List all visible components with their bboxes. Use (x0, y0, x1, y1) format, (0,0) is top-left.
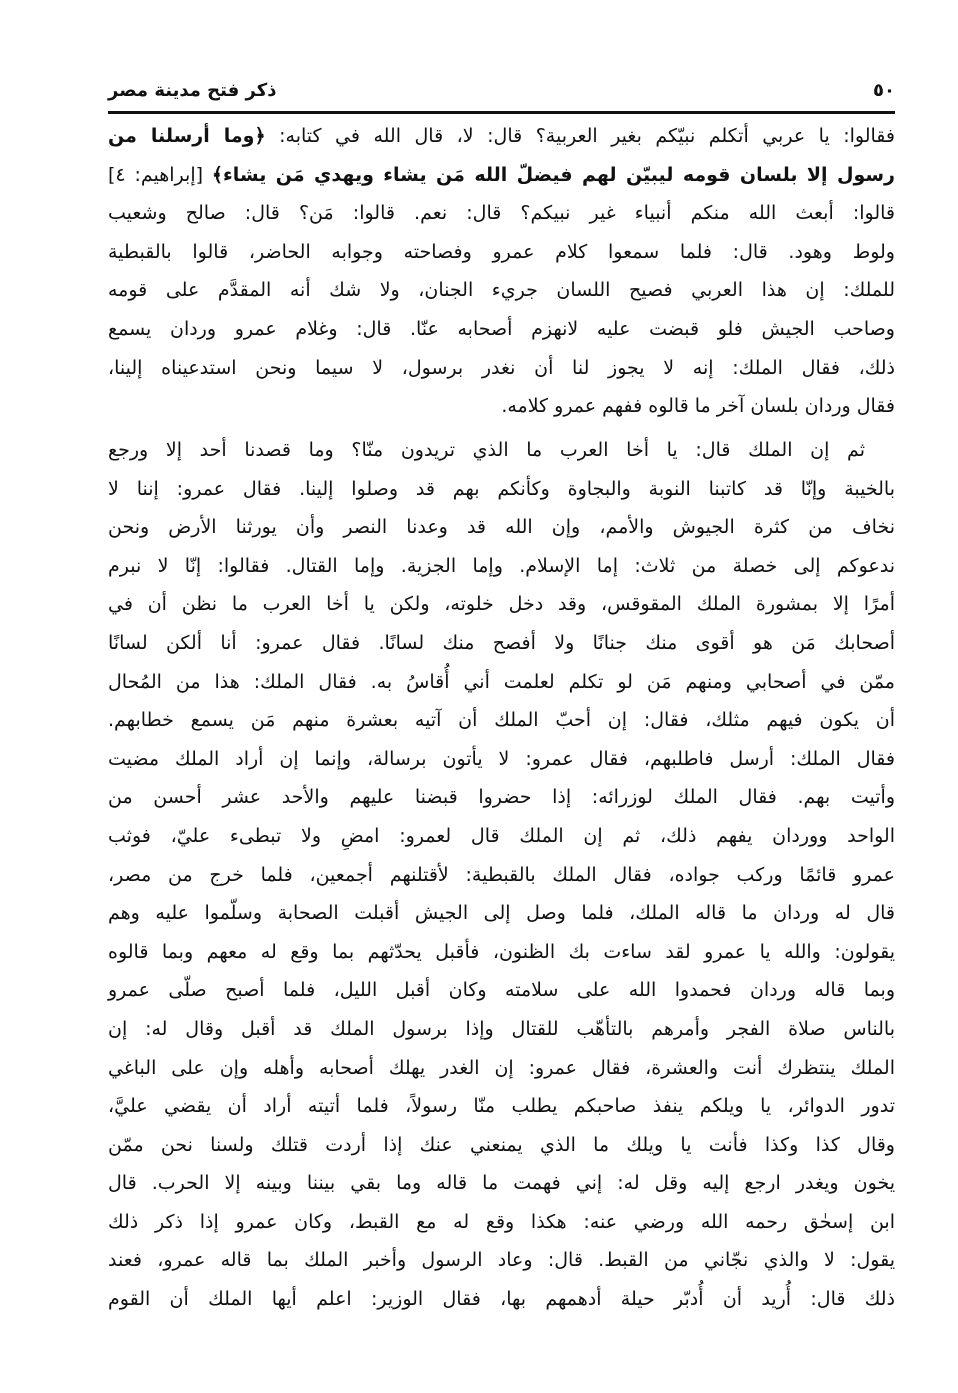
body-text: نخاف من كثرة الجيوش والأمم، وإن الله قد وعدنا النصر وأن يورثنا الأرض ونحن (108, 516, 895, 539)
text-line (108, 856, 895, 895)
text-line (108, 1010, 895, 1049)
text-line (108, 470, 895, 509)
text-line (108, 349, 895, 388)
body-text: [إبراهيم: ٤] (108, 163, 212, 186)
text-line (108, 1126, 895, 1165)
text-line (108, 624, 895, 663)
body-text: للملك: إن هذا العربي فصيح اللسان جريء الجنان، ولا شك أنه المقدَّم على قومه (108, 279, 895, 302)
body-text: قال له وردان ما قاله الملك، فلما وصل إلى الجيش أقبلت الصحابة وسلّموا عليه وهم (108, 902, 895, 925)
body-text: ندعوكم إلى خصلة من ثلاث: إما الإسلام. وإما الجزية. وإما القتال. فقالوا: إنّا لا نبرم (108, 554, 895, 577)
body-text: أصحابك مَن هو أقوى منك جنانًا ولا أفصح منك لسانًا. فقال عمرو: أنا ألكن لسانًا (108, 631, 895, 654)
text-line (108, 508, 895, 547)
body-text: تدور الدوائر، يا ويلكم ينفذ صاحبكم يطلب منّا رسولاً، فلما أتيته أراد أن يقضي عليَّ، (108, 1095, 895, 1118)
text-line (108, 933, 895, 972)
body-text: ممّن في أصحابي ومنهم مَن لو تكلم لعلمت أني أُقاسُ به. فقال الملك: هذا من المُحال (108, 670, 895, 693)
text-line (108, 310, 895, 349)
text-line (108, 1241, 895, 1280)
body-text: فقالوا: يا عربي أتكلم نبيّكم بغير العربية؟ قال: لا، قال الله في كتابه: (265, 125, 895, 147)
quran-verse-text: رسول إلا بلسان قومه ليبيّن لهم فيضلّ الله مَن يشاء ويهدي مَن يشاء﴾ (211, 163, 895, 186)
body-text: عمرو قائمًا وركب جواده، فقال الملك بالقبطية: لأقتلنهم أجمعين، فلما خرج من مصر، (108, 863, 895, 886)
text-line (108, 1280, 895, 1319)
body-text: ولوط وهود. قال: فلما سمعوا كلام عمرو وفصاحته وجوابه الحاضر، قالوا بالقبطية (108, 240, 895, 263)
text-line (108, 156, 895, 195)
body-text: قالوا: أبعث الله منكم أنبياء غير نبيكم؟ قال: نعم. قالوا: مَن؟ قال: صالح وشعيب (108, 202, 895, 225)
page-number: ٥٠ (873, 80, 895, 101)
paragraph-2 (108, 431, 895, 1319)
body-text: الملك ينتظرك أنت والعشرة، فقال عمرو: إن الغدر يهلك أصحابه وأهله وإن على الباغي (108, 1056, 895, 1079)
paragraph-1 (108, 117, 895, 426)
body-text: بالخيبة وإنّا قد كاتبنا النوبة والبجاوة وكأنكم بهم قد وصلوا إلينا. فقال عمرو: إننا لا (108, 477, 895, 500)
body-text: فقال الملك: أرسل فاطلبهم، فقال عمرو: لا يأتون برسالة، وإنما إن أراد الملك مضيت (108, 747, 895, 770)
text-line (108, 271, 895, 310)
text-line (108, 117, 895, 156)
text-line (108, 663, 895, 702)
page-header (108, 78, 895, 110)
body-text: بالناس صلاة الفجر وأمرهم بالتأهّب للقتال وإذا برسول الملك قد أقبل وقال له: إن (108, 1017, 895, 1040)
text-line (108, 817, 895, 856)
text-line (108, 1203, 895, 1242)
body-text: وبما قاله وردان فحمدوا الله على سلامته وكان أقبل الليل، فلما أصبح صلّى عمرو (108, 979, 895, 1002)
body-text: يقولون: والله يا عمرو لقد ساءت بك الظنون، فأقبل يحدّثهم بما وقع له معهم وبما قالوه (108, 940, 895, 963)
body-text: يخون ويغدر ارجع إليه وقل له: إني فهمت ما قاله وما بقي بيننا وبينه إلا الحرب. قال (108, 1172, 895, 1195)
body-text: الواحد ووردان يفهم ذلك، ثم إن الملك قال لعمرو: امضِ ولا تبطىء عليّ، فوثب (108, 824, 895, 847)
text-line (108, 585, 895, 624)
quran-verse-text: ﴿وما أرسلنا من (108, 125, 266, 147)
body-text: يقول: لا والذي نجّاني من القبط. قال: وعاد الرسول وأخبر الملك بما قاله عمرو، فعند (108, 1249, 895, 1272)
header-rule (108, 111, 895, 114)
text-line (108, 547, 895, 586)
body-text: فقال وردان بلسان آخر ما قالوه ففهم عمرو كلامه. (501, 395, 895, 418)
body-text: وقال كذا وكذا فأنت يا ويلك ما الذي يمنعني عنك إذا أردت قتلك ولسنا نحن ممّن (108, 1133, 895, 1156)
body-text: أن يكون فيهم مثلك، فقال: إن أحبّ الملك أن آتيه بعشرة منهم مَن يسمع خطابهم. (108, 709, 895, 732)
text-line (108, 778, 895, 817)
text-line (108, 1049, 895, 1088)
text-line (108, 971, 895, 1010)
body-text: ذلك قال: أُريد أن أُدبّر حيلة أدهمهم بها، فقال الوزير: اعلم أيها الملك أن القوم (108, 1288, 895, 1311)
body-text: وصاحب الجيش فلو قبضت عليه لانهزم أصحابه عنّا. قال: وغلام عمرو وردان يسمع (108, 317, 895, 340)
text-line (108, 701, 895, 740)
text-line (108, 387, 895, 426)
text-line (108, 1164, 895, 1203)
text-line (108, 431, 895, 470)
text-line (108, 233, 895, 272)
text-line (108, 894, 895, 933)
text-line (108, 194, 895, 233)
body-text: أمرًا إلا بمشورة الملك المقوقس، وقد دخل خلوته، ولكن يا أخا العرب ما نظن أن في (108, 593, 895, 616)
body-text: وأتيت بهم. فقال الملك لوزرائه: إذا حضروا قبضنا عليهم والأحد عشر أحسن من (108, 786, 895, 809)
text-line (108, 1087, 895, 1126)
running-title: ذكر فتح مدينة مصر (108, 80, 277, 101)
text-line (108, 740, 895, 779)
body-text: ابن إسحٰق رحمه الله ورضي عنه: هكذا وقع له مع القبط، وكان عمرو إذا ذكر ذلك (108, 1210, 895, 1233)
body-text: ثم إن الملك قال: يا أخا العرب ما الذي تريدون منّا؟ وما قصدنا أحد إلا ورجع (108, 439, 865, 461)
body-text: ذلك، فقال الملك: إنه لا يجوز لنا أن نغدر برسول، لا سيما ونحن استدعيناه إلينا، (108, 356, 895, 379)
